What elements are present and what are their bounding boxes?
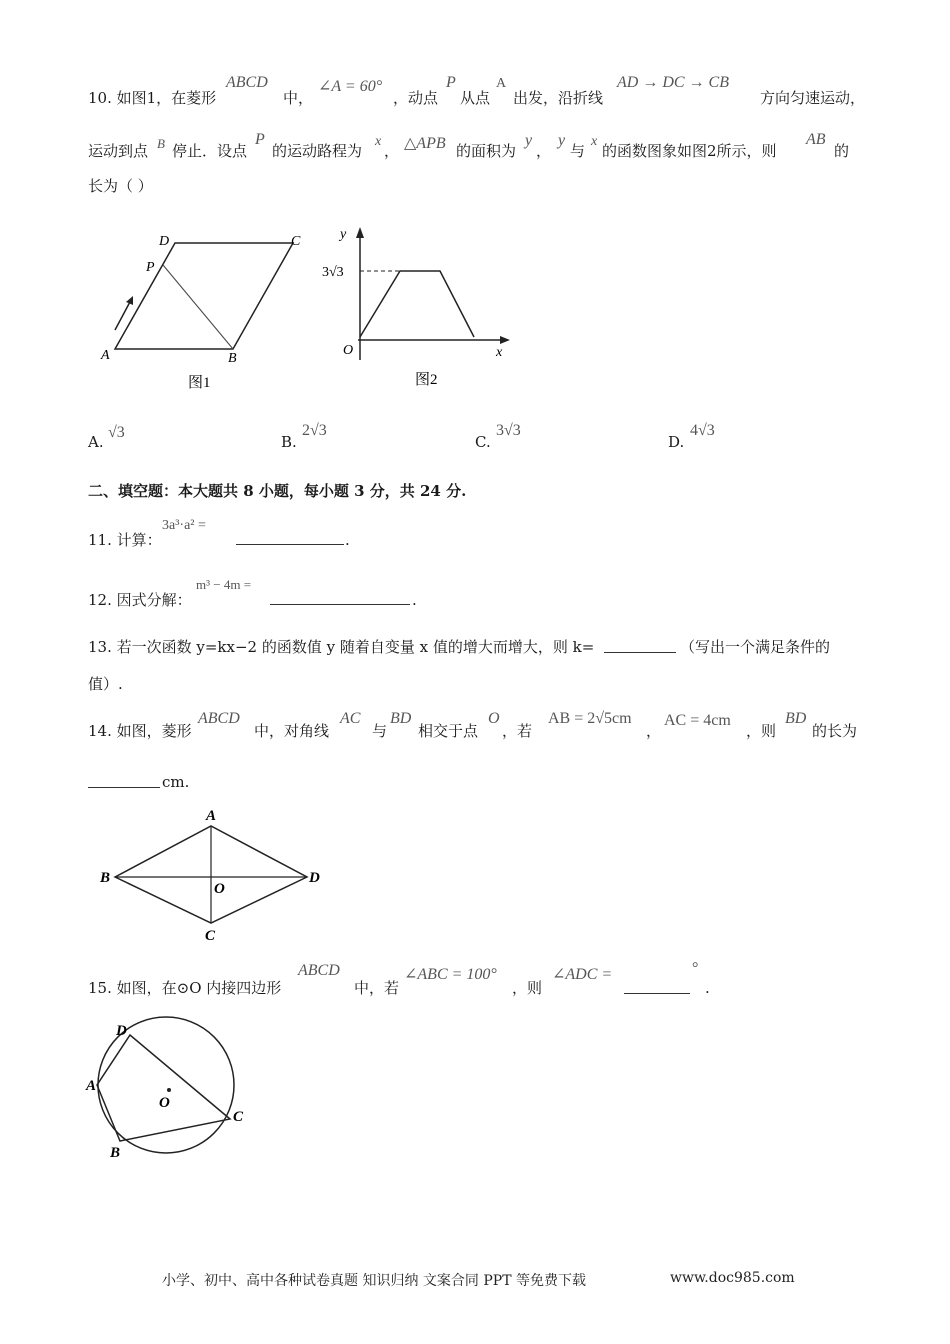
q11-expr: 3a³·a² = <box>162 518 206 533</box>
q10-var-x2: x <box>591 134 598 149</box>
option-a-value: √3 <box>108 424 125 441</box>
label-a: A <box>206 808 217 824</box>
figure2-caption: 图2 <box>415 372 438 388</box>
q15-figure <box>80 1015 255 1165</box>
q10-var-y: y <box>525 132 533 149</box>
q14-ac: AC <box>340 710 361 727</box>
q10-point-b: B <box>157 136 165 151</box>
q15-adc: ∠ADC = <box>552 966 613 983</box>
q10-text: 与 <box>570 142 586 160</box>
q14-rhombus-name: ABCD <box>198 710 240 727</box>
q15-answer-blank[interactable] <box>624 979 690 994</box>
q11-text: 计算： <box>116 531 162 549</box>
q12-number: 12. <box>88 591 112 609</box>
center-point <box>167 1088 171 1092</box>
q15-end: . <box>705 979 710 997</box>
q10-point-p2: P <box>255 131 265 148</box>
q11-number: 11. <box>88 531 112 549</box>
q15-abc: ∠ABC = 100° <box>404 966 497 983</box>
rhombus-shape <box>115 243 293 349</box>
q12-end: . <box>412 591 417 609</box>
q15-text: 如图，在⊙O 内接四边形 <box>116 979 282 997</box>
option-a-label: A. <box>88 433 104 451</box>
q11-prefix <box>88 530 162 550</box>
q14-text: 相交于点 <box>418 722 479 740</box>
q12-text: 因式分解： <box>116 591 192 609</box>
label-d: D <box>159 234 170 249</box>
q15-quad: ABCD <box>298 962 340 979</box>
q10-text: 停止．设点 <box>172 142 248 160</box>
q13-line1: 13. 若一次函数 y=kx−2 的函数值 y 随着自变量 x 值的增大而增大，则 k= <box>88 638 595 656</box>
label-o: O <box>159 1095 170 1111</box>
q14-text: 中，对角线 <box>254 722 330 740</box>
option-b-value: 2√3 <box>302 422 327 439</box>
q11-end: . <box>345 531 350 549</box>
q12-expr: m³ − 4m = <box>196 577 252 592</box>
q10-text: 从点 <box>460 89 491 107</box>
q10-text: ， <box>384 142 400 160</box>
q10-text: 运动到点 <box>88 142 149 160</box>
label-a: A <box>101 348 110 363</box>
option-b-label: B. <box>281 433 297 451</box>
q13-line1b: （写出一个满足条件的 <box>680 638 831 656</box>
q15-number: 15. <box>88 979 112 997</box>
q10-text: 长为（ ） <box>88 177 153 195</box>
q10-text: ，动点 <box>393 89 439 107</box>
q10-text: 的面积为 <box>456 142 517 160</box>
option-d-value: 4√3 <box>690 422 715 439</box>
q10-point-a: A <box>496 76 507 91</box>
label-y-value: 3√3 <box>322 265 344 280</box>
figure1-caption: 图1 <box>188 375 211 391</box>
label-b: B <box>110 1145 121 1161</box>
x-axis-arrow-icon <box>500 336 510 344</box>
q12-prefix <box>88 590 192 610</box>
label-c: C <box>233 1109 244 1125</box>
q10-text: 中， <box>283 89 314 107</box>
q14-o: O <box>488 710 500 727</box>
label-y: y <box>340 227 347 242</box>
q10-text: 方向匀速运动， <box>760 89 866 107</box>
q10-angle: ∠A = 60° <box>318 78 383 95</box>
graph-line <box>360 271 474 337</box>
q10-line1: 10. 如图1，在菱形 <box>88 89 217 107</box>
q10-rhombus-name: ABCD <box>226 74 268 91</box>
q10-var-y2: y <box>558 132 566 149</box>
label-a: A <box>86 1078 97 1094</box>
q14-text: ，则 <box>746 722 777 740</box>
q14-text: 如图，菱形 <box>116 722 192 740</box>
label-x: x <box>496 345 503 360</box>
q10-path: AD → DC → CB <box>617 74 729 91</box>
q14-answer-blank[interactable] <box>88 773 160 788</box>
label-b: B <box>100 870 111 886</box>
q10-point-p: P <box>446 74 456 91</box>
label-d: D <box>116 1023 127 1039</box>
option-c-label: C. <box>475 433 491 451</box>
q14-text: 与 <box>372 722 388 740</box>
q11-answer-blank[interactable] <box>236 530 344 545</box>
q10-text: 的运动路程为 <box>272 142 363 160</box>
q10-var-x: x <box>375 134 382 149</box>
q15-prefix <box>88 978 281 998</box>
q12-answer-blank[interactable] <box>270 590 410 605</box>
q14-text: ， <box>646 722 662 740</box>
label-o: O <box>214 881 225 897</box>
q14-text: ，若 <box>502 722 533 740</box>
section-2-title: 二、填空题：本大题共 8 小题，每小题 3 分，共 24 分. <box>88 482 467 500</box>
q10-text: 的函数图象如图2所示，则 <box>602 142 777 160</box>
option-c-value: 3√3 <box>496 422 521 439</box>
q15-text: 中，若 <box>354 979 400 997</box>
y-axis-arrow-icon <box>356 227 364 238</box>
q13-answer-blank[interactable] <box>604 638 676 653</box>
q14-ab: AB = 2√5cm <box>548 710 632 727</box>
q13-line2: 值）. <box>88 675 123 693</box>
footer-link[interactable]: www.doc985.com <box>670 1270 795 1286</box>
q14-bd: BD <box>390 710 412 727</box>
label-d: D <box>309 870 320 886</box>
q14-number: 14. <box>88 722 112 740</box>
q10-figure1 <box>95 225 310 400</box>
q10-figure2 <box>318 222 518 392</box>
label-p: P <box>146 260 155 275</box>
label-b: B <box>228 351 237 366</box>
q14-unit: cm. <box>162 773 190 791</box>
q10-text: ， <box>536 142 552 160</box>
label-c: C <box>291 234 301 249</box>
q15-degree: ° <box>692 960 699 977</box>
q15-text: ，则 <box>512 979 543 997</box>
quadrilateral-abcd <box>97 1035 230 1141</box>
q10-triangle: △APB <box>404 135 446 152</box>
q14-figure <box>95 802 335 947</box>
footer-text: 小学、初中、高中各种试卷真题 知识归纳 文案合同 PPT 等免费下载 <box>162 1273 586 1289</box>
q14-ac-value: AC = 4cm <box>664 712 731 729</box>
q14-bd2: BD <box>785 710 807 727</box>
label-origin: O <box>343 343 354 358</box>
label-c: C <box>205 928 216 944</box>
segment-pb <box>163 265 233 349</box>
q10-text: 出发，沿折线 <box>513 89 604 107</box>
q14-prefix <box>88 721 192 741</box>
q10-text: 的 <box>834 142 850 160</box>
option-d-label: D. <box>668 433 685 451</box>
q10-ab: AB <box>806 131 826 148</box>
q14-text: 的长为 <box>812 722 858 740</box>
